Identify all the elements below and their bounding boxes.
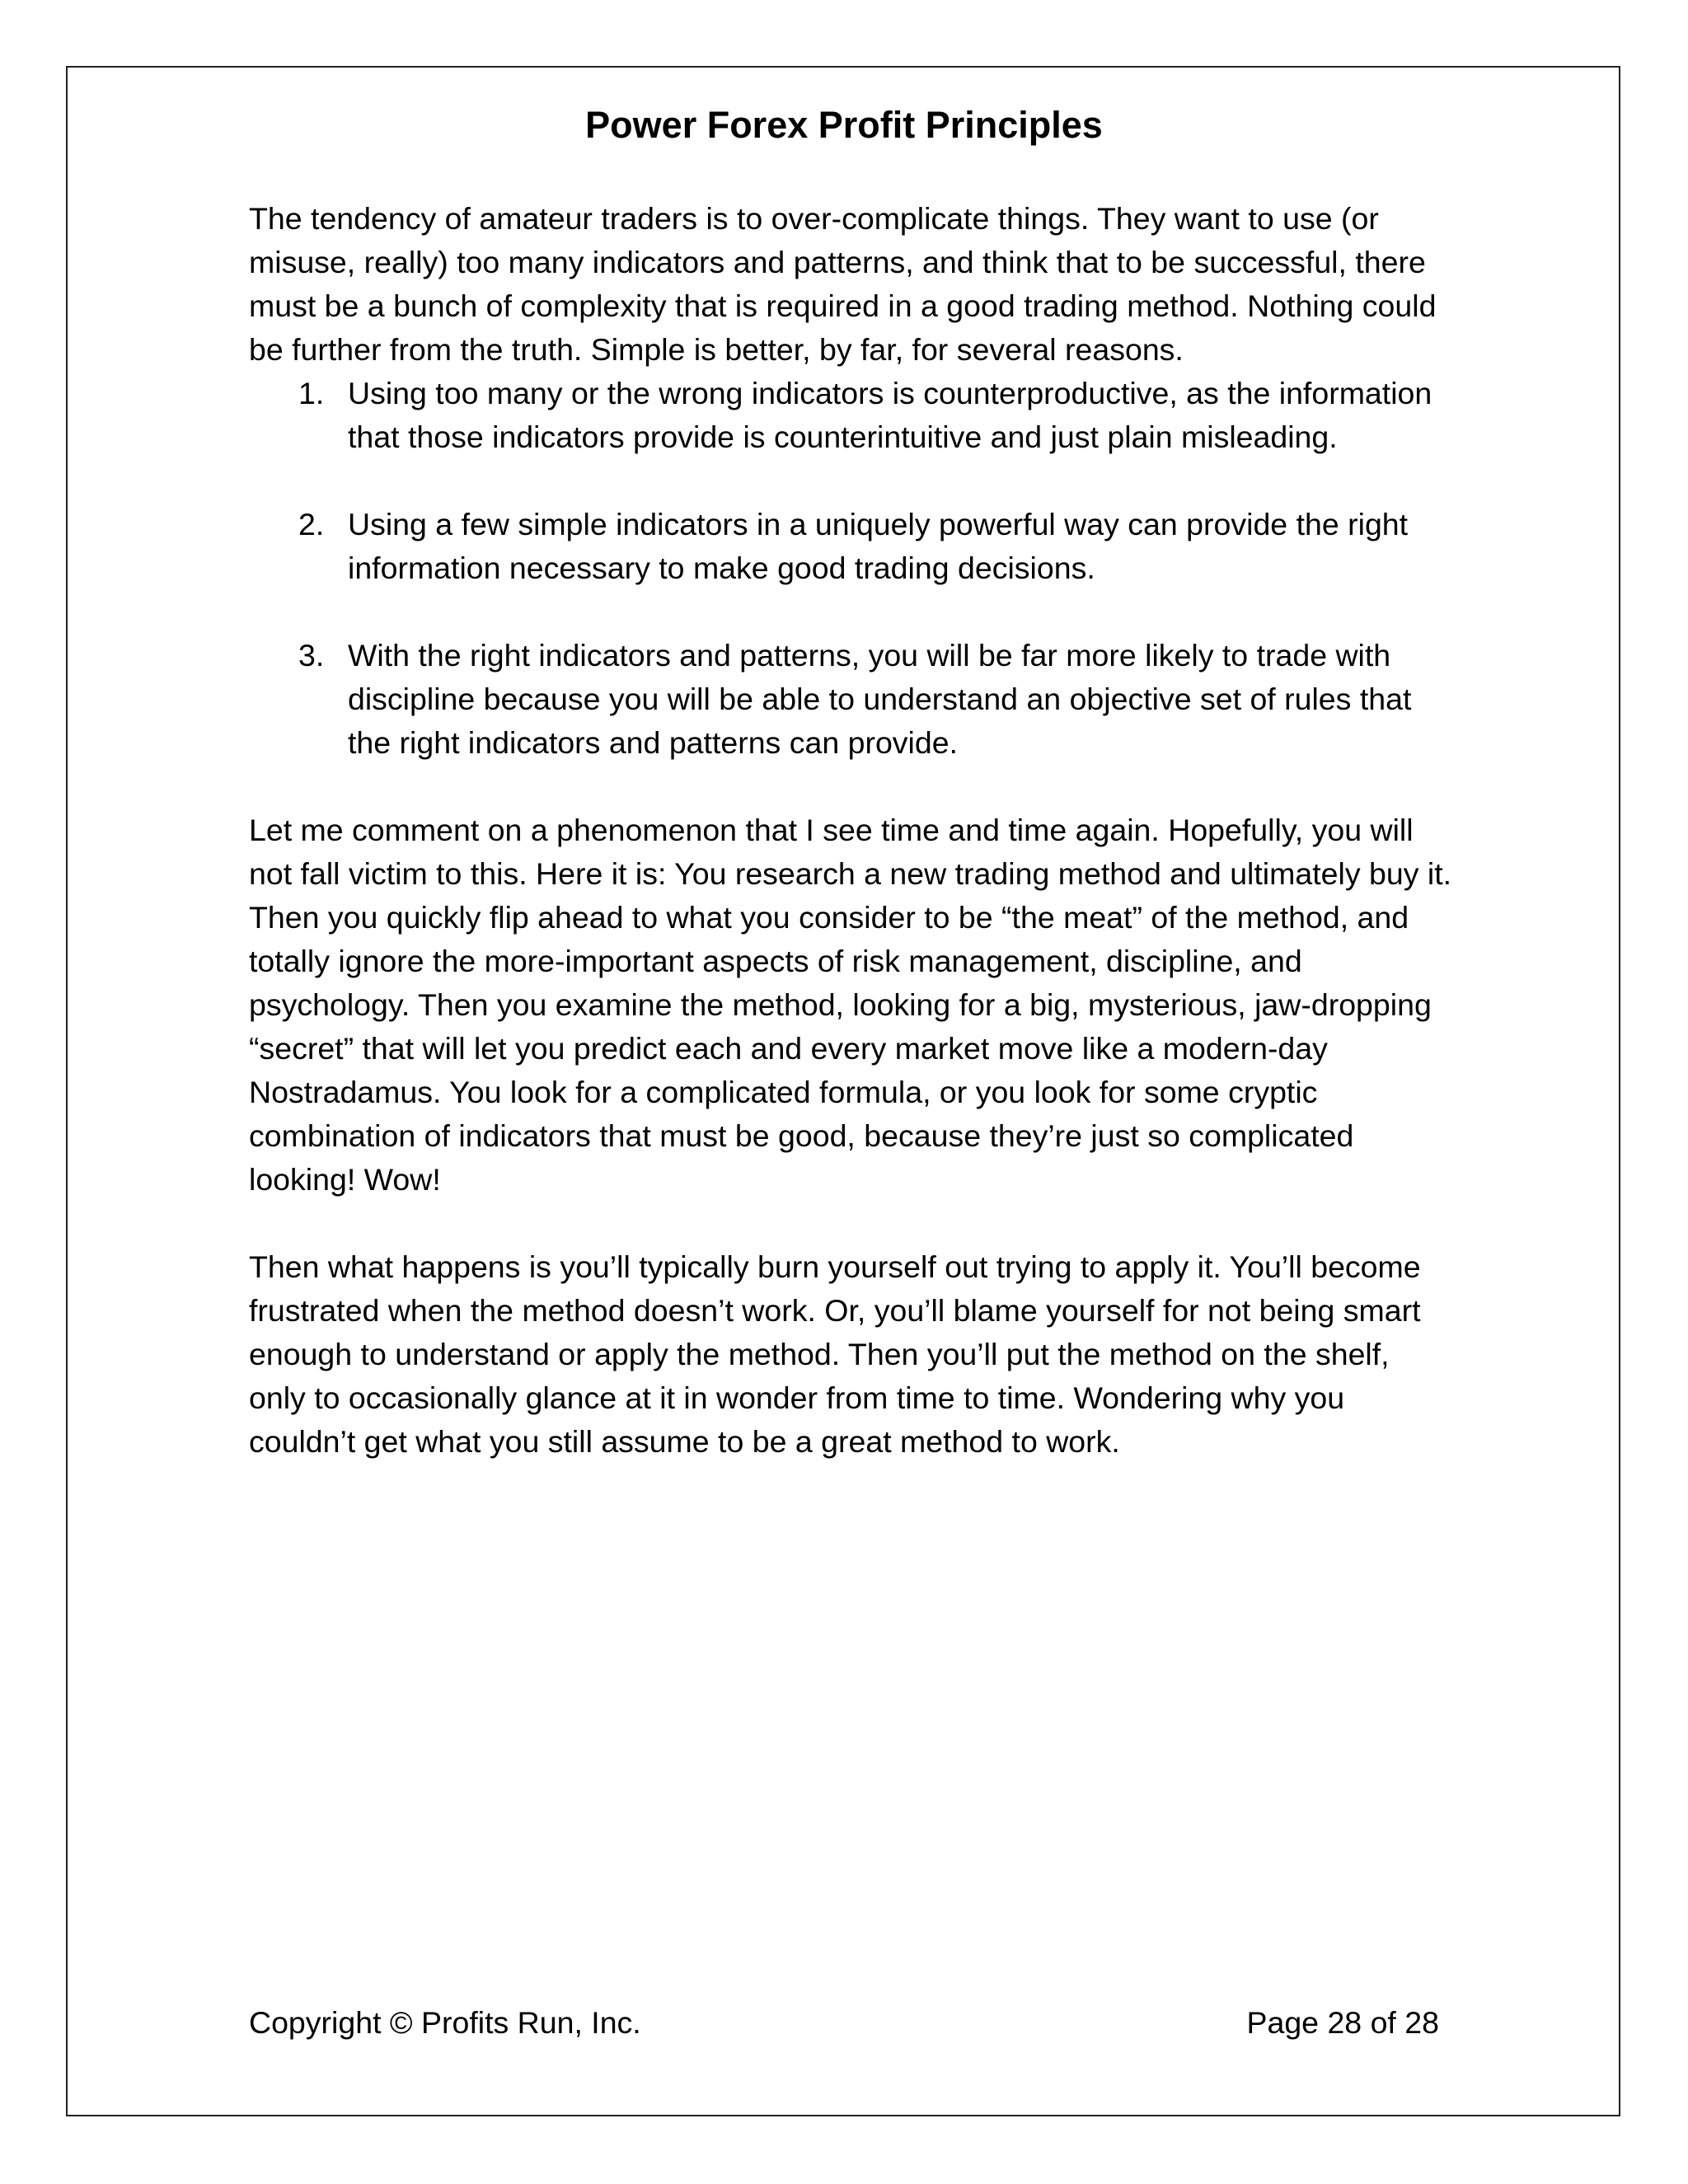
list-item bbox=[249, 634, 1454, 765]
body-paragraph-2: Let me comment on a phenomenon that I see time and time again. Hopefully, you will not fall victim to this. Here it is: You research a new trading method and ultimately buy it. Then you quickly flip ahead to what you consider to be “the meat” of the method, and totally ignore the more-important aspects of risk management, discipline, and psychology. Then you examine the method, looking for a big, mysterious, jaw-dropping “secret” that will let you predict each and every market move like a modern-day Nostradamus. You look for a complicated formula, or you look for some cryptic combination of indicators that must be good, because they’re just so complicated looking! Wow! bbox=[249, 813, 1452, 1197]
list-item-number: 1. bbox=[298, 376, 325, 410]
page-title: Power Forex Profit Principles bbox=[585, 104, 1103, 146]
list-item bbox=[249, 503, 1454, 590]
list-item-number: 2. bbox=[298, 507, 325, 541]
list-item-number: 3. bbox=[298, 638, 325, 673]
page-body bbox=[249, 197, 1454, 1464]
list-item-text: Using too many or the wrong indicators is counterproductive, as the information that those indicators provide is counterintuitive and just plain misleading. bbox=[348, 376, 1432, 454]
copyright-notice: Copyright © Profits Run, Inc. bbox=[249, 2005, 641, 2040]
list-item-text: With the right indicators and patterns, you will be far more likely to trade with discipline because you will be able to understand an objective set of rules that the right indicators and patterns can provide. bbox=[348, 638, 1412, 760]
reasons-list bbox=[249, 372, 1454, 765]
intro-paragraph: The tendency of amateur traders is to over-complicate things. They want to use (or misuse, really) too many indicators and patterns, and think that to be successful, there must be a bunch of complexity that is required in a good trading method. Nothing could be further from the truth. Simple is better, by far, for several reasons. bbox=[249, 201, 1437, 367]
page-number: Page 28 of 28 bbox=[1246, 2005, 1439, 2040]
list-item-text: Using a few simple indicators in a uniquely powerful way can provide the right information necessary to make good trading decisions. bbox=[348, 507, 1409, 585]
list-item bbox=[249, 372, 1454, 459]
body-paragraph-3: Then what happens is you’ll typically burn yourself out trying to apply it. You’ll become frustrated when the method doesn’t work. Or, you’ll blame yourself for not being smart enough to understand or apply the method. Then you’ll put the method on the shelf, only to occasionally glance at it in wonder from time to time. Wondering why you couldn’t get what you still assume to be a great method to work. bbox=[249, 1249, 1421, 1459]
page-footer bbox=[249, 2002, 1439, 2043]
